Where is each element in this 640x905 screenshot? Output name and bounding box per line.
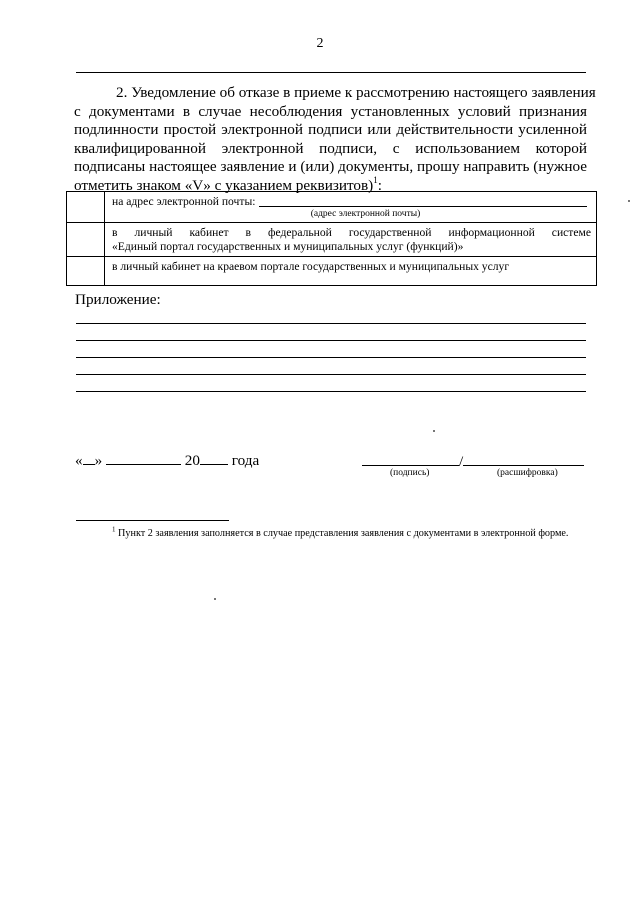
year-suffix: года [231, 452, 260, 469]
attachment-label: Приложение: [75, 291, 161, 308]
email-address-field[interactable] [259, 206, 587, 207]
email-line [112, 195, 591, 209]
footnote-number: 1 [112, 525, 116, 534]
page-number: 2 [316, 36, 324, 51]
email-caption: (адрес электронной почты) [310, 209, 421, 219]
regional-option-label: в личный кабинет на краевом портале государственных и муниципальных услуг [112, 260, 510, 273]
month-field[interactable] [106, 451, 181, 465]
signature-caption: (подпись) [390, 468, 430, 478]
paragraph-line: с документами в случае несоблюдения установленных условий признания [74, 102, 587, 120]
email-option-cell [105, 192, 597, 223]
attachment-line-2[interactable] [76, 340, 586, 341]
scan-speck [214, 598, 216, 600]
paragraph-line: 2. Уведомление об отказе в приеме к рассмотрению настоящего заявления [116, 84, 596, 101]
decoding-caption: (расшифровка) [497, 468, 558, 478]
day-field[interactable] [83, 451, 95, 465]
attachment-line-4[interactable] [76, 374, 586, 375]
federal-option-line: в личный кабинет в федеральной государственной информационной системе [112, 226, 591, 239]
decoding-field[interactable] [463, 452, 584, 466]
footnote-reference: 1 [373, 174, 378, 185]
year-field[interactable] [200, 451, 228, 465]
option-row-regional [67, 257, 597, 286]
scan-speck [433, 430, 435, 432]
footnote-rule [76, 520, 229, 521]
footnote-text: Пункт 2 заявления заполняется в случае представления заявления с документами в электронной форме. [118, 528, 569, 539]
paragraph-line-text: отметить знаком «V» с указанием реквизитов) [74, 176, 374, 194]
scan-speck [628, 200, 630, 202]
email-checkbox-cell[interactable] [67, 192, 105, 223]
year-prefix: 20 [184, 452, 200, 469]
attachment-line-3[interactable] [76, 357, 586, 358]
paragraph-colon: : [377, 176, 382, 194]
attachment-line-5[interactable] [76, 391, 586, 392]
date-quote-close: » [94, 452, 103, 469]
federal-checkbox-cell[interactable] [67, 223, 105, 257]
federal-option-line-2: «Единый портал государственных и муниципальных услуг (функций)» [112, 240, 464, 253]
paragraph-line: подписаны настоящее заявление и (или) документы, прошу направить (нужное [74, 158, 587, 176]
top-rule [76, 72, 586, 73]
footnote [75, 526, 588, 541]
option-row-federal [67, 223, 597, 257]
signature-slash: / [459, 453, 464, 470]
regional-checkbox-cell[interactable] [67, 257, 105, 286]
regional-option-cell [105, 257, 597, 286]
section-2-paragraph [74, 84, 596, 196]
email-label: на адрес электронной почты: [112, 195, 256, 208]
federal-option-cell [105, 223, 597, 257]
signature-field[interactable] [362, 452, 459, 466]
paragraph-line: подлинности простой электронной подписи или действительности усиленной [74, 121, 587, 139]
delivery-options-table [66, 191, 597, 286]
date-quote-open: « [75, 452, 83, 469]
attachment-line-1[interactable] [76, 323, 586, 324]
paragraph-line: квалифицированной электронной подписи, с использованием которой [74, 139, 587, 157]
date-block [75, 451, 259, 470]
option-row-email [67, 192, 597, 223]
